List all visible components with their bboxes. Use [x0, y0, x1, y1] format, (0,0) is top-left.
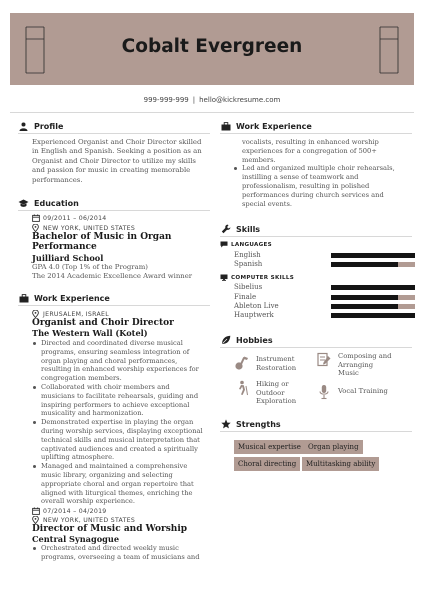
strength-tag: Multitasking ability [302, 457, 379, 471]
profile-heading [18, 121, 63, 131]
education-heading [18, 198, 79, 208]
profile-line: in English and Spanish. Seeking a position as an [32, 147, 202, 156]
speech-bubble-icon [220, 241, 228, 248]
monitor-icon [220, 274, 228, 281]
header-divider [10, 112, 414, 113]
list-item [32, 544, 212, 562]
bullet-line: aligned with liturgical themes, enriching the [41, 488, 193, 497]
bullet-line: members. [242, 155, 276, 164]
skill-bar [331, 313, 415, 318]
skill-bar [331, 304, 415, 309]
hobby-line: Exploration [256, 397, 297, 406]
skills-title: Skills [236, 224, 261, 234]
hobby-text [338, 352, 392, 378]
profile-line: Organist and Choir Director to utilize my skills [32, 156, 196, 165]
job2-role: Director of Music and Worship [32, 524, 188, 534]
bullet-line: technical skills and musical interpretation that [41, 435, 200, 444]
education-dates-text: 09/2011 – 06/2014 [43, 214, 107, 222]
bullet-line: performances during church services and [242, 190, 384, 199]
hobby-line: Arranging [338, 360, 374, 369]
microphone-icon [316, 384, 332, 400]
skill-row [234, 311, 408, 320]
education-school: Juilliard School [32, 253, 104, 263]
hiking-icon [234, 380, 250, 396]
bullet-line: during worship services, displaying exceptional [41, 426, 203, 435]
education-degree [32, 233, 212, 253]
bullet-line: Managed and maintained a comprehensive [41, 462, 188, 471]
job1-location [32, 310, 109, 318]
bullet-line: inspiring performers to achieve exceptional [41, 400, 190, 409]
skill-bar-fill [331, 313, 415, 318]
bullet-line: music library, organizing and selecting [41, 470, 173, 479]
education-location [32, 224, 135, 232]
skill-row [234, 283, 408, 292]
profile-line: and passion for music in creating memorable [32, 166, 191, 175]
bullet-line: vocalists, resulting in enhanced worship [242, 138, 379, 146]
work-heading [18, 293, 110, 303]
skill-label: English [234, 251, 261, 259]
education-dates [32, 214, 107, 222]
education-location-text: NEW YORK, UNITED STATES [43, 224, 136, 232]
skills-languages-heading [220, 241, 272, 248]
hobby-item [316, 384, 388, 400]
work-continued-title: Work Experience [236, 121, 312, 131]
skill-row [234, 260, 408, 269]
calendar-icon [32, 214, 40, 222]
briefcase-icon [18, 293, 29, 303]
profile-rule [18, 133, 210, 134]
list-item [32, 339, 212, 383]
composing-icon [316, 352, 332, 368]
skill-bar-fill [331, 304, 398, 309]
list-item [32, 383, 212, 418]
strengths-rule [220, 431, 412, 432]
skills-computer-title: COMPUTER SKILLS [231, 274, 295, 281]
bullet-line: musicians to facilitate rehearsals, guiding and [41, 391, 199, 400]
degree-line: Bachelor of Music in Organ [32, 232, 172, 242]
location-pin-icon [32, 516, 40, 524]
hobby-item [234, 355, 296, 372]
skill-label: Spanish [234, 260, 263, 268]
education-detail: GPA 4.0 (Top 1% of the Program) [32, 263, 148, 271]
hobby-line: Vocal Training [338, 387, 388, 395]
skill-bar [331, 285, 415, 290]
skills-rule [220, 236, 412, 237]
contact-separator: | [192, 96, 196, 104]
wrench-icon [220, 224, 231, 234]
skill-row [234, 302, 408, 311]
location-pin-icon [32, 310, 40, 318]
skills-languages-title: LANGUAGES [231, 241, 273, 248]
job2-bullets [32, 544, 212, 562]
skill-label: Hauptwerk [234, 311, 274, 319]
phone-number[interactable]: 999-999-999 [143, 96, 189, 104]
hobby-text [256, 380, 296, 406]
hobby-line: Hiking or [256, 380, 289, 388]
bullet-line: programs, ensuring seamless integration of [41, 347, 190, 356]
strength-tag: Musical expertise [234, 440, 305, 454]
bullet-line: overall worship experience. [41, 497, 135, 506]
hobby-item [234, 380, 296, 406]
profile-line: Experienced Organist and Choir Director skilled [32, 138, 202, 146]
list-item-continued [233, 138, 413, 164]
skill-label: Sibelius [234, 283, 263, 291]
hobby-line: Restoration [256, 363, 297, 372]
strengths-heading [220, 419, 281, 429]
degree-line: Performance [32, 241, 97, 252]
job2-location [32, 516, 135, 524]
job2-bullets-continued [233, 138, 413, 208]
bullet-line: organ playing and choral performances, [41, 356, 178, 365]
graduation-cap-icon [18, 198, 29, 208]
hobby-text [338, 384, 388, 396]
instrument-restoration-icon [234, 355, 250, 371]
skill-bar [331, 295, 415, 300]
bullet-line: Orchestrated and directed weekly music [41, 544, 179, 552]
education-rule [18, 210, 210, 211]
job1-role: Organist and Choir Director [32, 318, 174, 328]
list-item [233, 164, 413, 208]
bullet-line: musicality and harmonization. [41, 409, 144, 418]
hobbies-heading [220, 335, 273, 345]
strength-tag: Choral directing [234, 457, 300, 471]
header-band [10, 13, 414, 85]
bullet-line: resulting in enhanced worship experiences for [41, 365, 199, 374]
bullet-line: instilling a sense of teamwork and [242, 173, 359, 182]
bullet-line: captivated audiences and created a spiritually [41, 444, 198, 453]
bullet-line: experiences for a congregation of 500+ [242, 146, 377, 155]
job1-org: The Western Wall (Kotel) [32, 328, 148, 338]
skill-row [234, 251, 408, 260]
profile-text [32, 138, 212, 185]
education-title: Education [34, 198, 79, 208]
bullet-line: special events. [242, 199, 293, 208]
contact-line [0, 96, 424, 104]
skill-label: Ableton Live [234, 302, 279, 310]
list-item [32, 418, 212, 462]
work-rule [18, 305, 210, 306]
briefcase-icon [220, 121, 231, 131]
bullet-line: Led and organized multiple choir rehearsals, [242, 164, 395, 173]
job2-dates-text: 07/2014 – 04/2019 [43, 507, 107, 515]
person-icon [18, 121, 29, 131]
calendar-icon [32, 507, 40, 515]
skill-bar-fill [331, 285, 415, 290]
bullet-line: professionalism, resulting in polished [242, 181, 370, 190]
hobby-line: Music [338, 369, 359, 378]
hobby-line: Outdoor [256, 388, 285, 397]
job2-location-text: NEW YORK, UNITED STATES [43, 516, 136, 524]
hobbies-rule [220, 347, 412, 348]
bullet-line: Collaborated with choir members and [41, 382, 170, 391]
hobby-item [316, 352, 392, 378]
profile-title: Profile [34, 121, 64, 131]
hobby-line: Instrument [256, 355, 295, 363]
job2-org: Central Synagogue [32, 534, 120, 544]
job2-dates [32, 507, 107, 515]
skills-computer-heading [220, 274, 294, 281]
work-continued-heading [220, 121, 312, 131]
skill-bar [331, 262, 415, 267]
skill-bar-fill [331, 295, 398, 300]
work-title: Work Experience [34, 293, 110, 303]
hobby-line: Composing and [338, 352, 392, 360]
work-continued-rule [220, 133, 412, 134]
leaf-icon [220, 335, 231, 345]
strengths-title: Strengths [236, 419, 281, 429]
list-item [32, 462, 212, 506]
star-icon [220, 419, 231, 429]
skill-bar [331, 253, 415, 258]
hobbies-title: Hobbies [236, 335, 273, 345]
skill-bar-fill [331, 262, 398, 267]
bullet-line: congregation members. [41, 374, 122, 383]
hobby-text [256, 355, 296, 372]
skill-label: Finale [234, 293, 257, 301]
candidate-name: Cobalt Evergreen [121, 36, 303, 57]
job1-bullets [32, 339, 212, 506]
bullet-line: uplifting atmosphere. [41, 453, 115, 462]
skill-bar-fill [331, 253, 415, 258]
bullet-line: Demonstrated expertise in playing the organ [41, 418, 194, 427]
job1-location-text: JERUSALEM, ISRAEL [43, 310, 109, 318]
education-detail: The 2014 Academic Excellence Award winner [32, 272, 193, 281]
profile-line: performances. [32, 175, 83, 184]
skills-heading [220, 224, 260, 234]
email-address[interactable]: hello@kickresume.com [199, 96, 281, 104]
strength-tag: Organ playing [304, 440, 363, 454]
bullet-line: programs, overseeing a team of musicians and [41, 552, 200, 561]
skill-row [234, 293, 408, 302]
bullet-line: appropriate choral and organ repertoire that [41, 479, 194, 488]
bullet-line: Directed and coordinated diverse musical [41, 339, 183, 347]
location-pin-icon [32, 224, 40, 232]
education-details [32, 263, 192, 281]
